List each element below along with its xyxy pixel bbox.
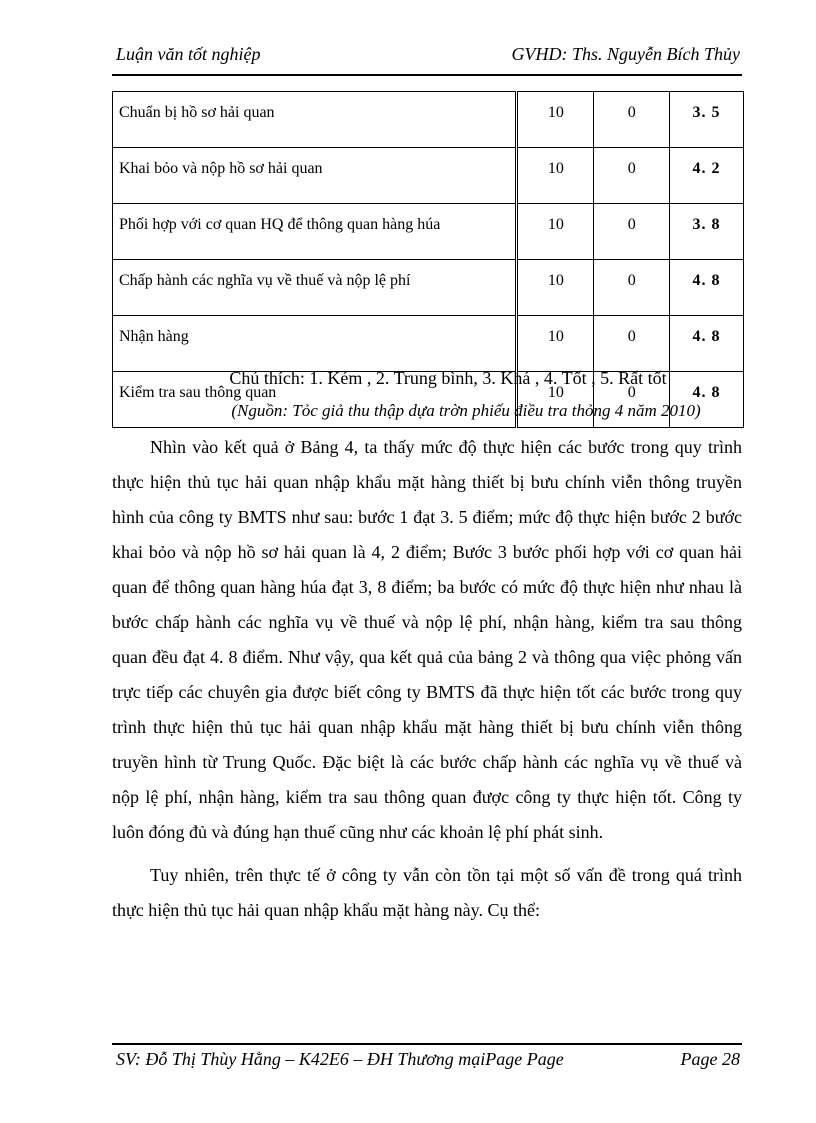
table-cell-zero: 0 <box>594 372 670 428</box>
table-cell-score: 3. 8 <box>670 204 744 260</box>
table-cell-count: 10 <box>517 204 594 260</box>
header-thesis-title: Luận văn tốt nghiệp <box>116 44 261 64</box>
table-cell-step: Chấp hành các nghĩa vụ về thuế và nộp lệ phí <box>113 260 517 316</box>
table-cell-count: 10 <box>517 316 594 372</box>
page-footer <box>112 1043 742 1075</box>
paragraph: Tuy nhiên, trên thực tế ở công ty vẫn còn tồn tại một số vấn đề trong quá trình thực hiện thủ tục hải quan nhập khẩu mặt hàng này. Cụ thể: <box>112 865 742 920</box>
table-cell-zero: 0 <box>594 148 670 204</box>
table-cell-count: 10 <box>517 92 594 148</box>
table-row <box>113 148 744 204</box>
table-legend: Chú thích: 1. Kém , 2. Trung bình, 3. Khá , 4. Tốt , 5. Rất tốt <box>229 368 667 388</box>
table-cell-zero: 0 <box>594 316 670 372</box>
table-cell-count: 10 <box>517 372 594 428</box>
table-cell-step: Khai bỏo và nộp hồ sơ hải quan <box>113 148 517 204</box>
table-row <box>113 92 744 148</box>
table-cell-score: 4. 8 <box>670 260 744 316</box>
table-cell-score: 4. 8 <box>670 372 744 428</box>
footer-page-number: Page 28 <box>680 1049 740 1069</box>
footer-student-info: SV: Đỗ Thị Thùy Hằng – K42E6 – ĐH Thương mạiPage Page <box>116 1049 564 1069</box>
table-cell-score: 4. 8 <box>670 316 744 372</box>
table-cell-count: 10 <box>517 260 594 316</box>
table-cell-count: 10 <box>517 148 594 204</box>
table-cell-step: Chuẩn bị hồ sơ hải quan <box>113 92 517 148</box>
table-cell-step: Kiểm tra sau thông quan <box>113 372 517 428</box>
table-cell-zero: 0 <box>594 204 670 260</box>
paragraph: Nhìn vào kết quả ở Bảng 4, ta thấy mức độ thực hiện các bước trong quy trình thực hiện thủ tục hải quan nhập khẩu mặt hàng thiết bị bưu chính viễn thông truyền hình của công ty BMTS như sau: bước 1 đạt 3. 5 điểm; mức độ thực hiện bước 2 bước khai bỏo và nộp hồ sơ hải quan là 4, 2 điểm; Bước 3 bước phối hợp với cơ quan hải quan để thông quan hàng húa đạt 3, 8 điểm; ba bước có mức độ thực hiện như nhau là bước chấp hành các nghĩa vụ về thuế và nộp lệ phí, nhận hàng, kiểm tra sau thông quan đều đạt 4. 8 điểm. Như vậy, qua kết quả của bảng 2 và thông qua việc phỏng vấn trực tiếp các chuyên gia được biết công ty BMTS đã thực hiện tốt các bước trong quy trình thực hiện thủ tục hải quan nhập khẩu mặt hàng thiết bị bưu chính viễn thông truyền hình từ Trung Quốc. Đặc biệt là các bước chấp hành các nghĩa vụ về thuế và nộp lệ phí, nhận hàng, kiểm tra sau thông quan được công ty thực hiện tốt. Công ty luôn đóng đủ và đúng hạn thuế cũng như các khoản lệ phí phát sinh. <box>112 437 742 842</box>
table-row <box>113 260 744 316</box>
table-row <box>113 316 744 372</box>
header-advisor: GVHD: Ths. Nguyễn Bích Thủy <box>511 44 740 64</box>
table-cell-score: 3. 5 <box>670 92 744 148</box>
table-cell-zero: 0 <box>594 260 670 316</box>
page-header <box>112 40 742 76</box>
table-cell-step: Nhận hàng <box>113 316 517 372</box>
table-row <box>113 204 744 260</box>
body-text <box>112 430 742 928</box>
table-cell-zero: 0 <box>594 92 670 148</box>
table-source: (Nguồn: Tỏc giả thu thập dựa trờn phiếu điều tra thỏng 4 năm 2010) <box>231 401 701 420</box>
table-cell-step: Phối hợp với cơ quan HQ để thông quan hàng húa <box>113 204 517 260</box>
table-cell-score: 4. 2 <box>670 148 744 204</box>
